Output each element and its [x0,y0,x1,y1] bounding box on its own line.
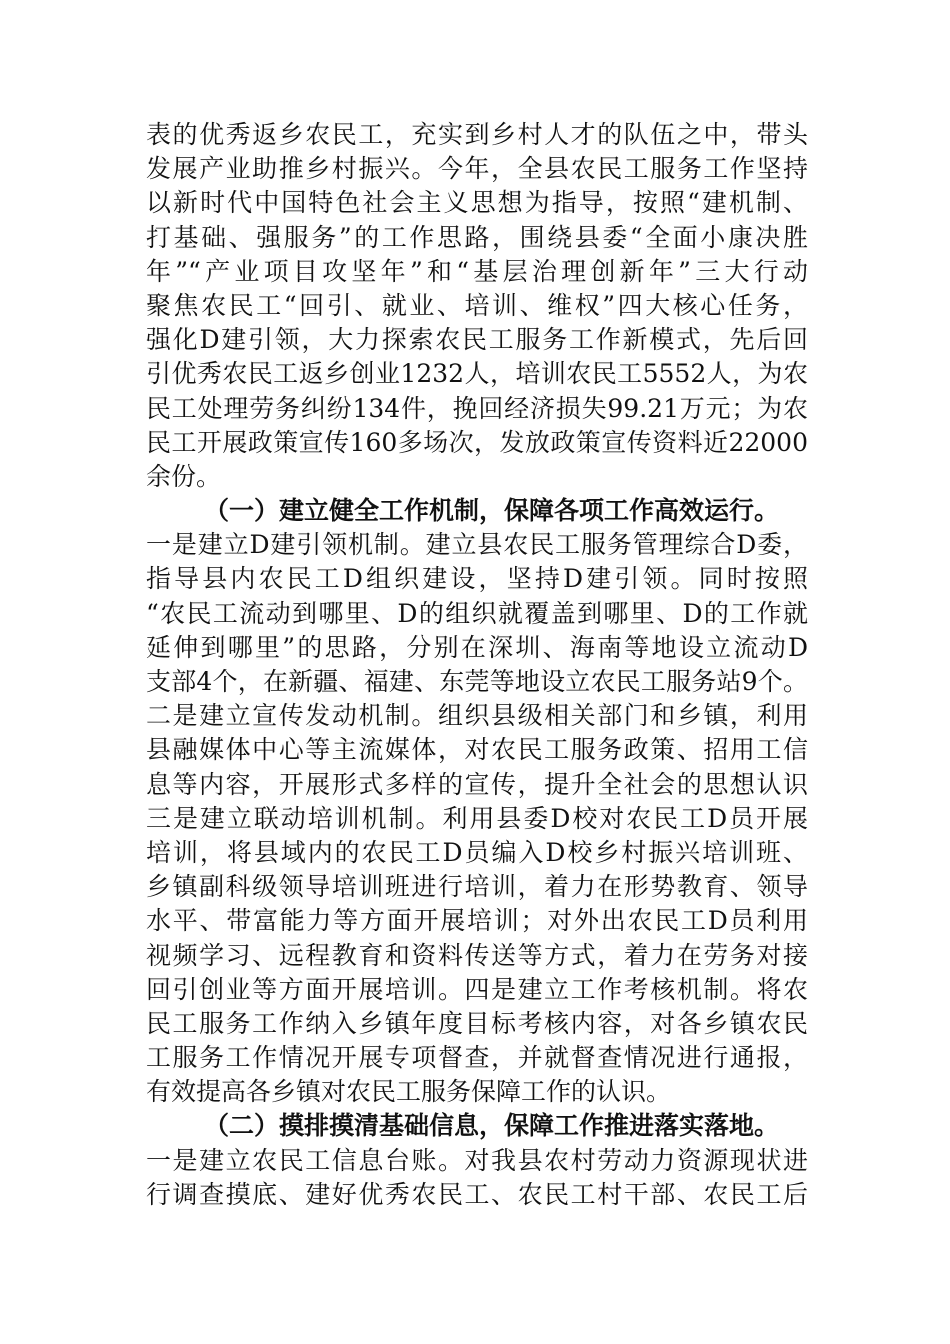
paragraph-line: 以新时代中国特色社会主义思想为指导，按照“建机制、 [146,188,808,218]
paragraph-line: 水平、带富能力等方面开展培训；对外出农民工D员利用 [146,906,808,936]
paragraph-line: 二是建立宣传发动机制。组织县级相关部门和乡镇，利用 [146,701,808,731]
paragraph-line: 强化D建引领，大力探索农民工服务工作新模式，先后回 [146,325,808,355]
paragraph-line: 指导县内农民工D组织建设，坚持D建引领。同时按照 [146,564,808,594]
paragraph-line: 发展产业助推乡村振兴。今年，全县农民工服务工作坚持 [146,154,808,184]
paragraph-line: “农民工流动到哪里、D的组织就覆盖到哪里、D的工作就 [146,598,808,628]
paragraph-line: 行调查摸底、建好优秀农民工、农民工村干部、农民工后 [146,1179,808,1209]
paragraph-line: 余份。 [146,461,222,491]
paragraph-line: 息等内容，开展形式多样的宣传，提升全社会的思想认识 [146,769,808,799]
paragraph-line: 支部4个，在新疆、福建、东莞等地设立农民工服务站9个。 [146,667,808,696]
document-body [146,118,808,1212]
paragraph-line: 表的优秀返乡农民工，充实到乡村人才的队伍之中，带头 [146,120,808,149]
paragraph-line: 打基础、强服务”的工作思路，围绕县委“全面小康决胜 [146,222,808,252]
paragraph-line: 年”“产业项目攻坚年”和“基层治理创新年”三大行动 [146,256,808,286]
paragraph-line: 视频学习、远程教育和资料传送等方式，着力在劳务对接 [146,940,808,970]
section-heading: （二）摸排摸清基础信息，保障工作推进落实落地。 [204,1111,780,1141]
paragraph-line: 民工处理劳务纠纷134件，挽回经济损失99.21万元；为农 [146,393,808,423]
paragraph-line: 工服务工作情况开展专项督查，并就督查情况进行通报， [146,1043,808,1073]
paragraph-line: 聚焦农民工“回引、就业、培训、维权”四大核心任务， [146,290,808,320]
paragraph-line: 培训，将县域内的农民工D员编入D校乡村振兴培训班、 [146,837,808,867]
paragraph-line: 民工开展政策宣传160多场次，发放政策宣传资料近22000 [146,427,808,457]
paragraph-line: 三是建立联动培训机制。利用县委D校对农民工D员开展 [146,803,808,833]
paragraph-line: 民工服务工作纳入乡镇年度目标考核内容，对各乡镇农民 [146,1008,808,1038]
paragraph-line: 县融媒体中心等主流媒体，对农民工服务政策、招用工信 [146,735,808,765]
paragraph-line: 一是建立D建引领机制。建立县农民工服务管理综合D委， [146,530,808,560]
paragraph-line: 一是建立农民工信息台账。对我县农村劳动力资源现状进 [146,1145,808,1175]
paragraph-line: 延伸到哪里”的思路，分别在深圳、海南等地设立流动D [146,632,808,662]
section-heading: （一）建立健全工作机制，保障各项工作高效运行。 [204,496,780,526]
paragraph-line: 乡镇副科级领导培训班进行培训，着力在形势教育、领导 [146,872,808,902]
paragraph-line: 有效提高各乡镇对农民工服务保障工作的认识。 [146,1077,672,1107]
paragraph-line: 回引创业等方面开展培训。四是建立工作考核机制。将农 [146,974,808,1004]
paragraph-line: 引优秀农民工返乡创业1232人，培训农民工5552人，为农 [146,359,808,389]
